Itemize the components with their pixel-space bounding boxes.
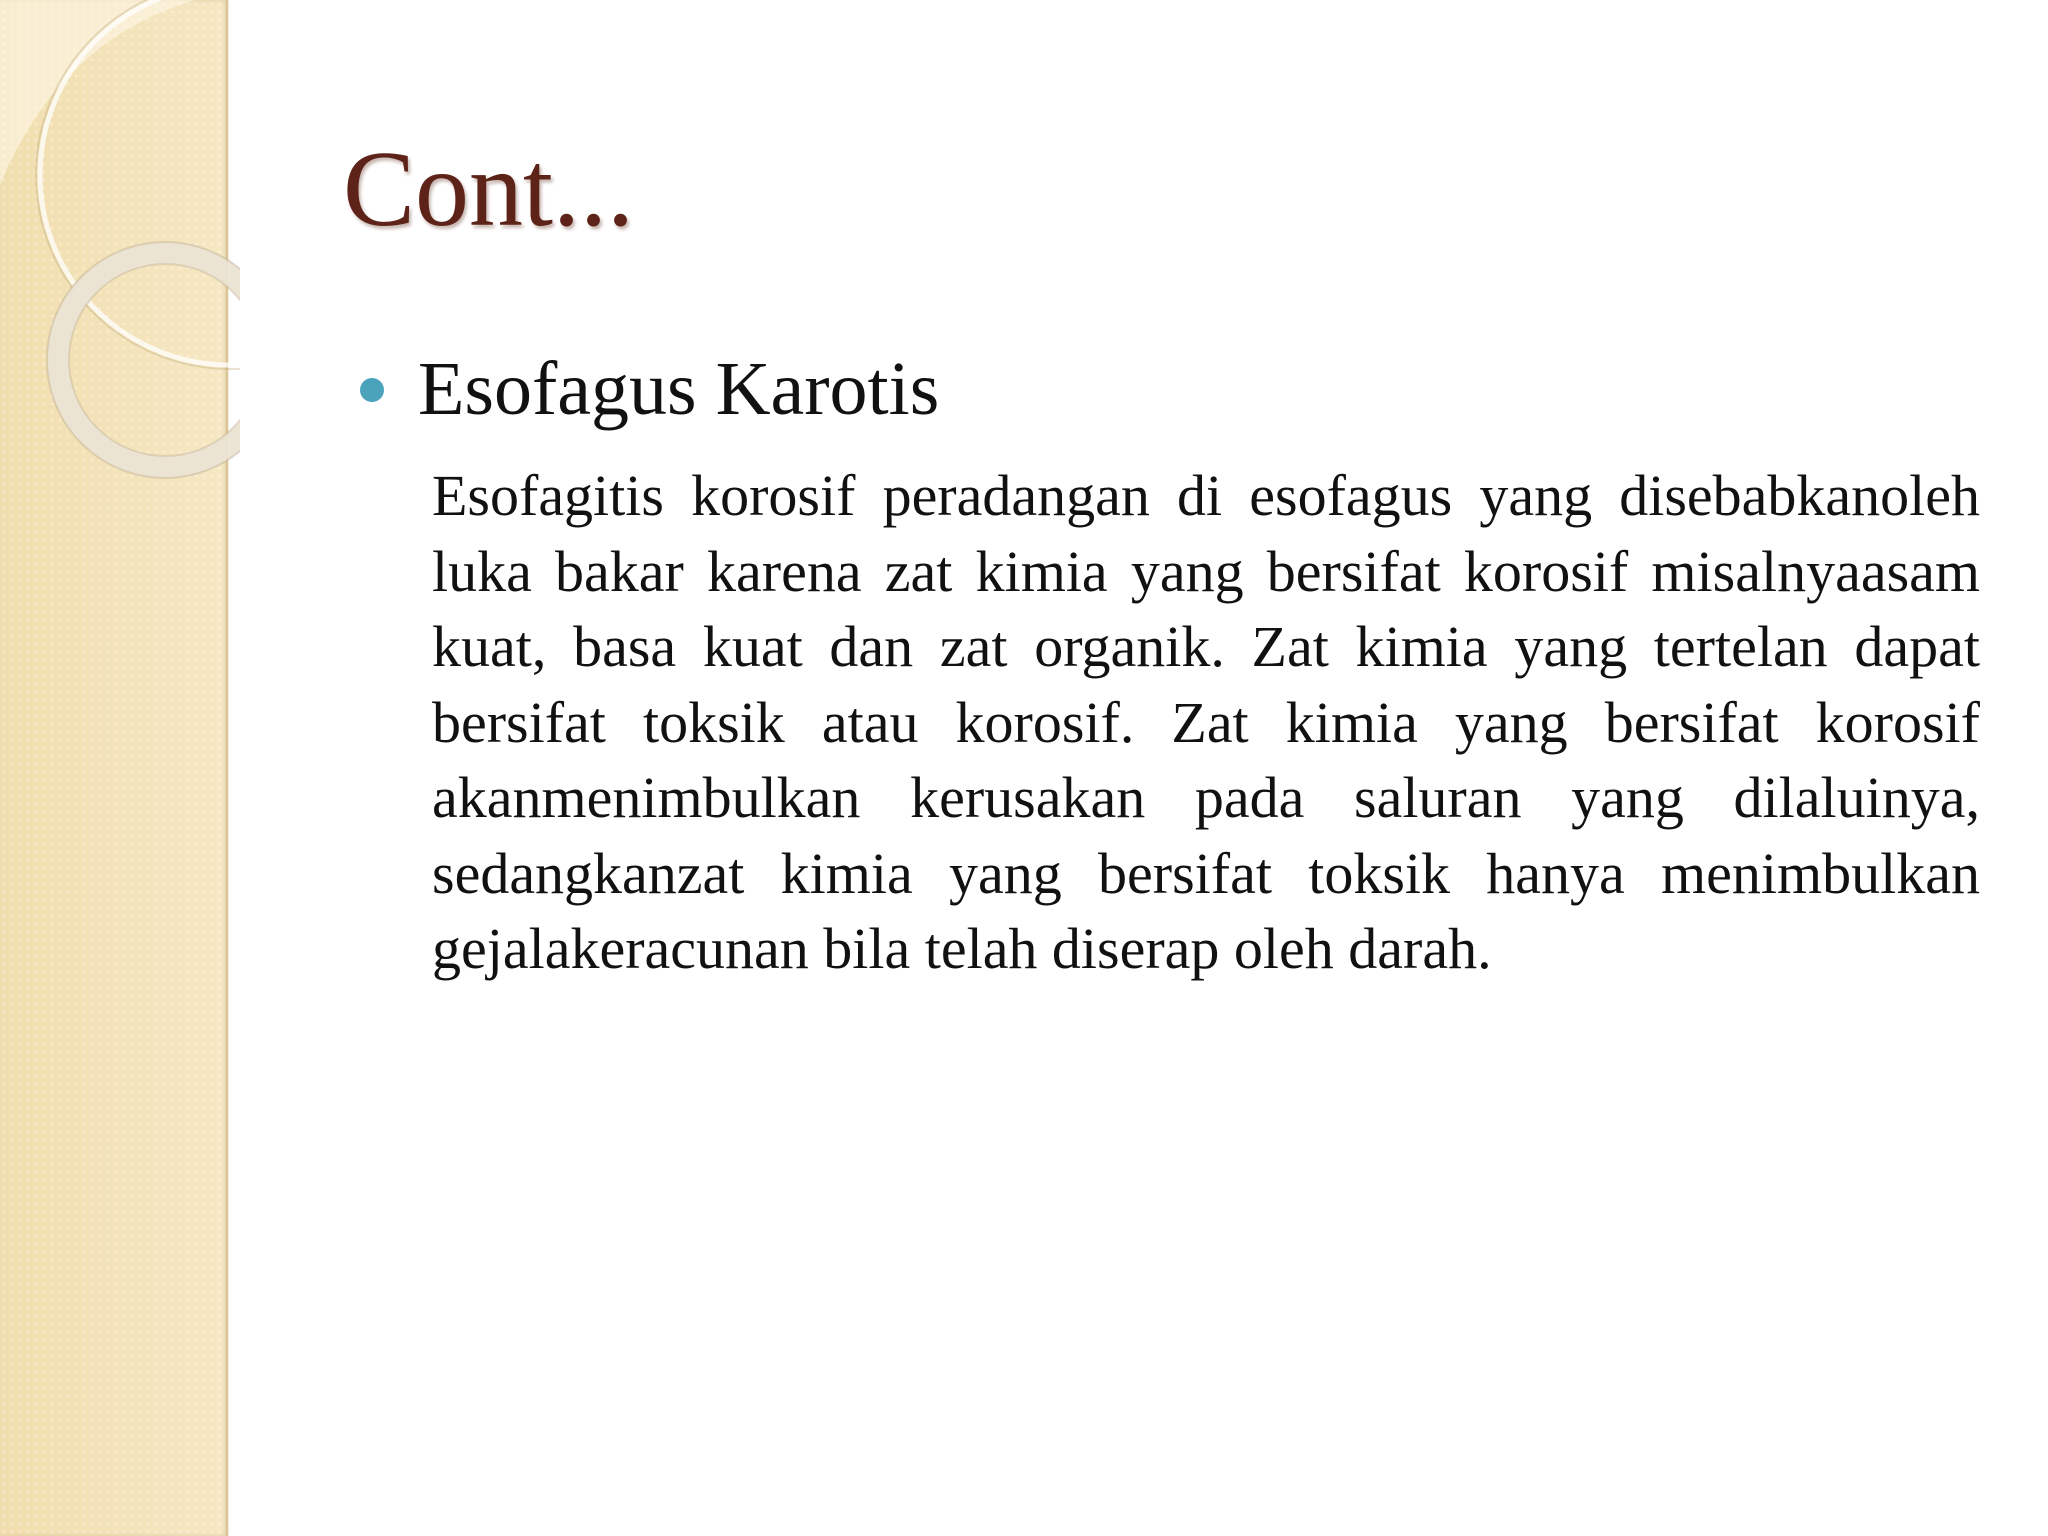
ring-ornament-icon: [0, 0, 240, 520]
slide-title: Cont...: [343, 130, 635, 249]
bullet-item: [360, 348, 939, 432]
body-paragraph: Esofagitis korosif peradangan di esofagus yang disebabkanoleh luka bakar karena zat kimia yang bersifat korosif misalnyaasam kuat, basa kuat dan zat organik. Zat kimia yang tertelan dapat bersifat toksik atau korosif. Zat kimia yang bersifat korosif akanmenimbulkan kerusakan pada saluran yang dilaluinya, sedangkanzat kimia yang bersifat toksik hanya menimbulkan gejalakeracunan bila telah diserap oleh darah.: [432, 463, 1980, 981]
bullet-heading: Esofagus Karotis: [418, 347, 940, 431]
bullet-dot-icon: [360, 378, 384, 402]
